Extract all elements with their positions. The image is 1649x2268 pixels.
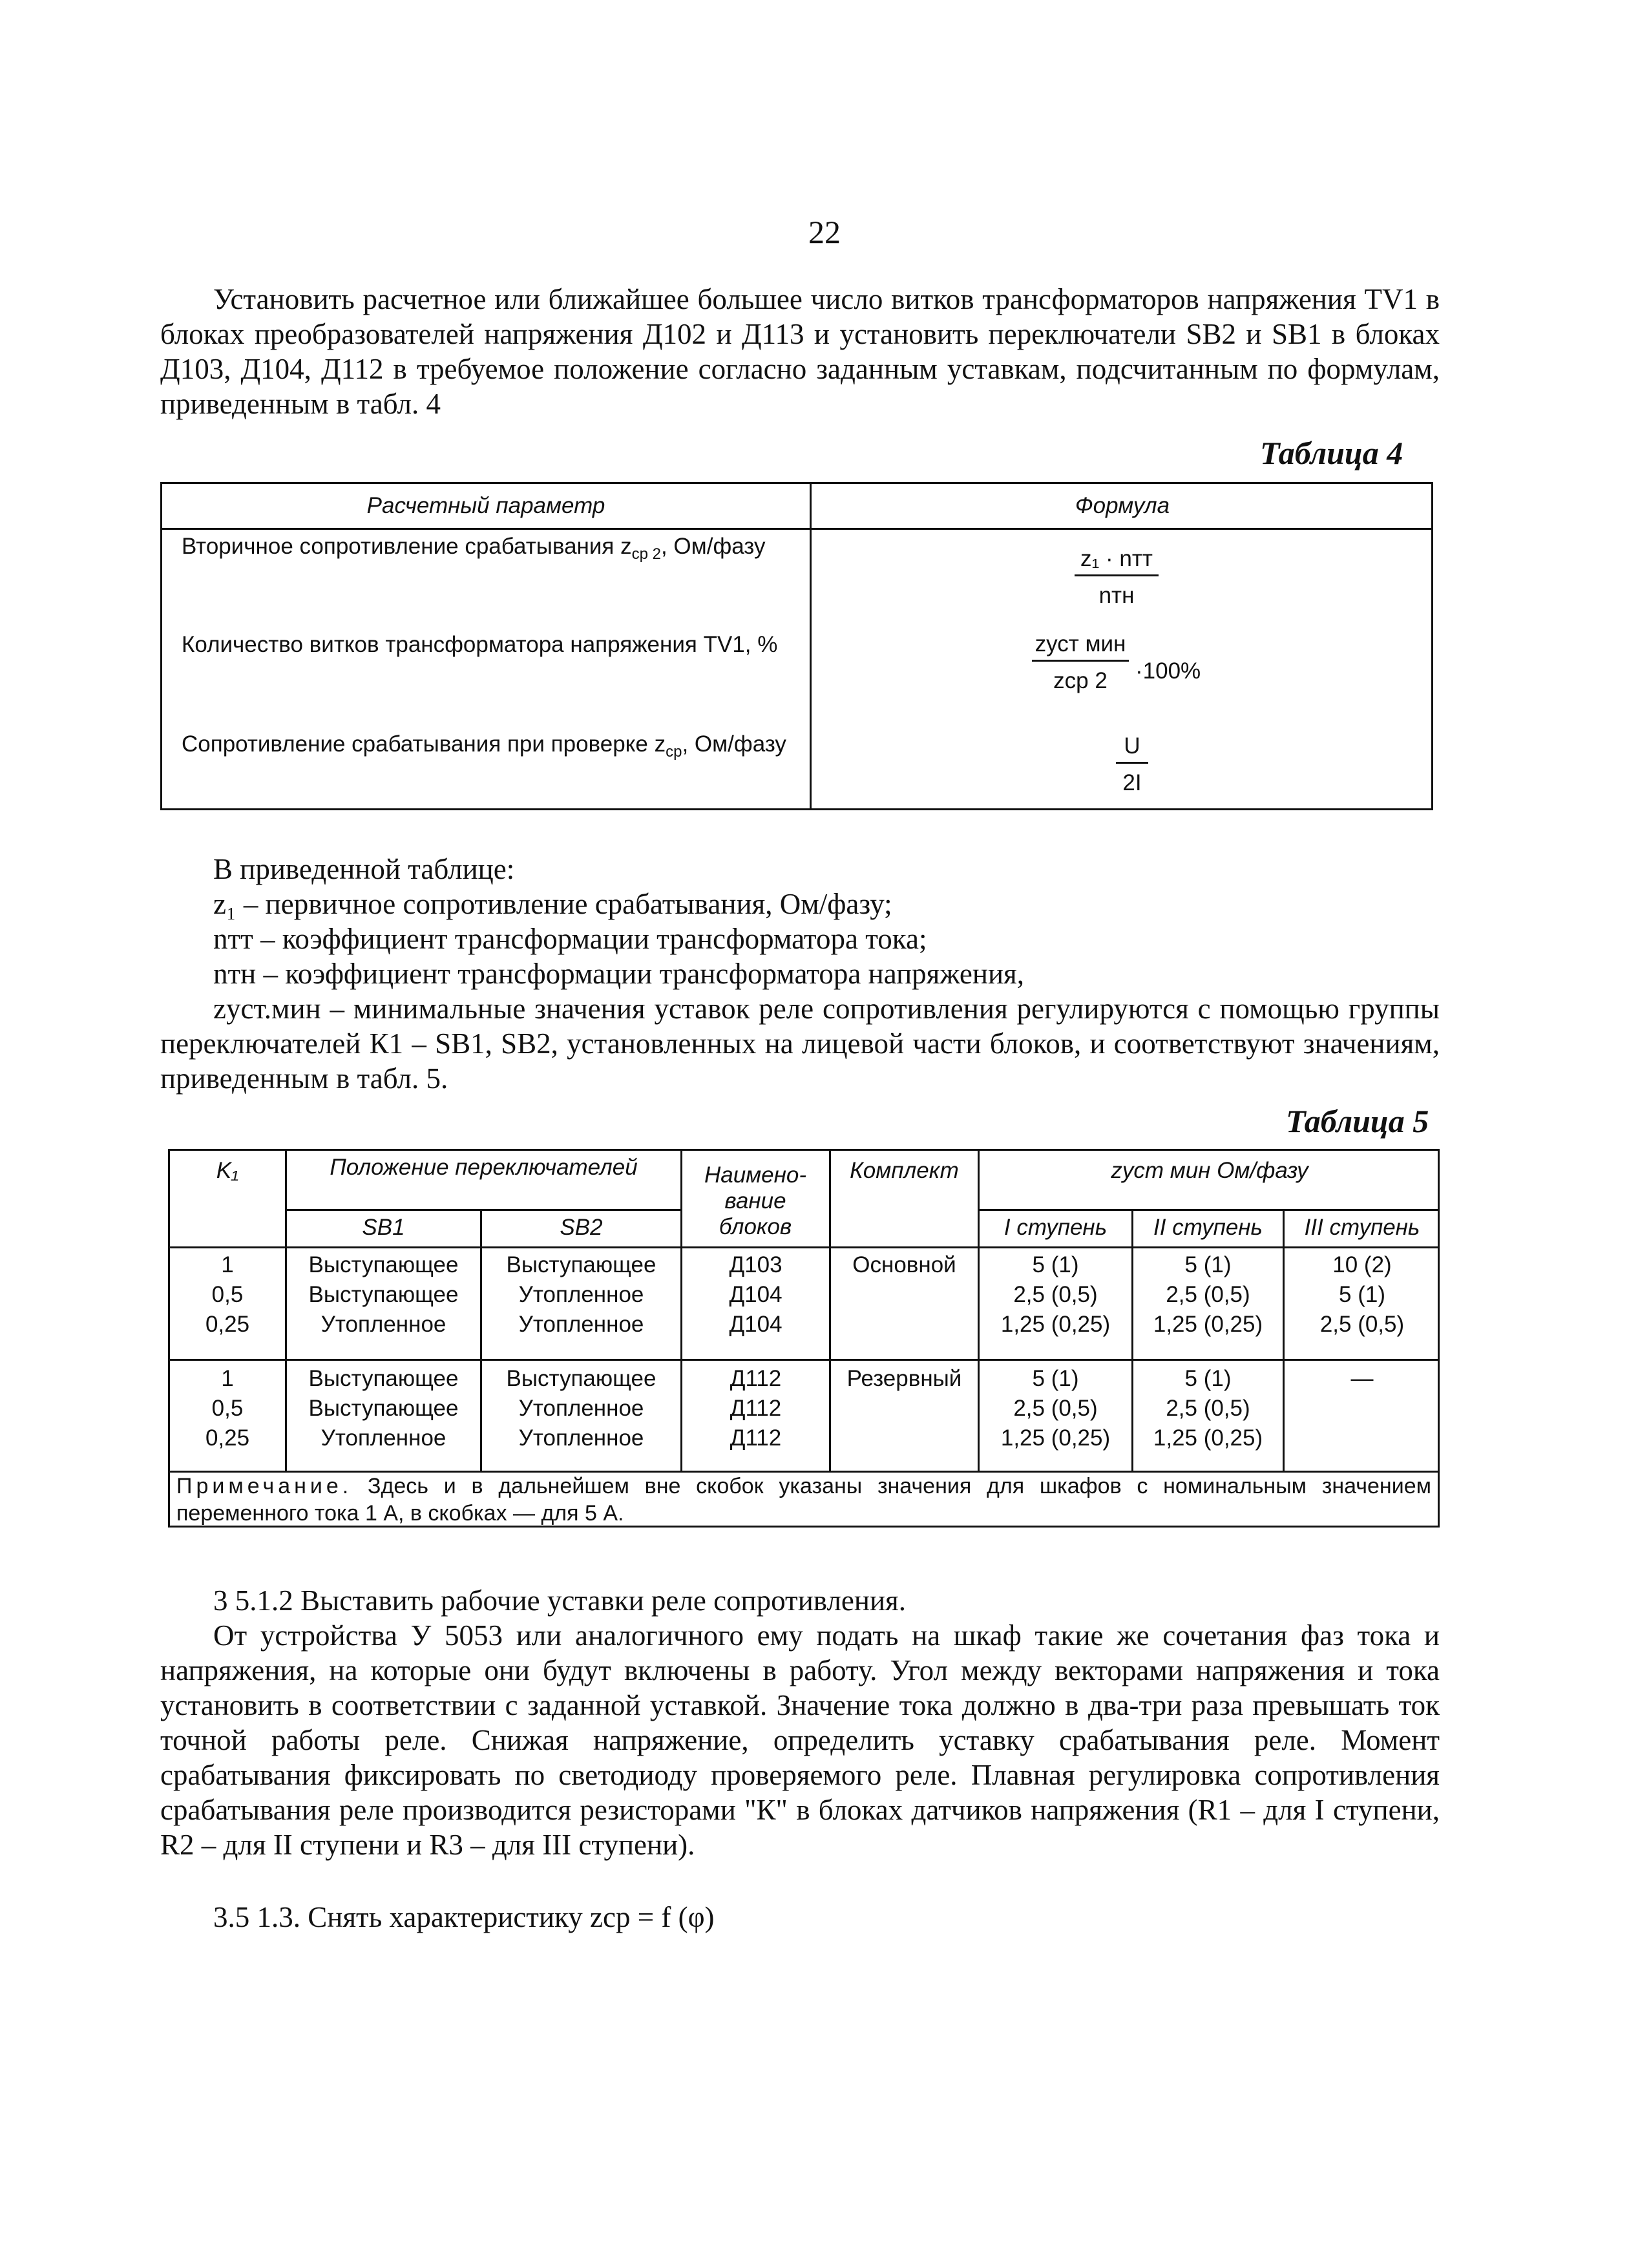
t5-cell: 0,5	[211, 1282, 244, 1307]
t5-cell: 0,5	[211, 1396, 244, 1421]
t5-cell: Выступающее	[308, 1282, 459, 1307]
t5-cell: Утопленное	[320, 1312, 446, 1337]
t5-cell: Выступающее	[506, 1366, 656, 1391]
t5-cell: 1,25 (0,25)	[1153, 1312, 1263, 1337]
t5-cell: 5 (1)	[1032, 1366, 1079, 1391]
table4-param-3: Сопротивление срабатывания при проверке $z_{ср}$, Ом/фазу	[182, 731, 786, 761]
t5-header-k1: K₁	[216, 1158, 239, 1183]
section-3-5-1-3: 3.5 1.3. Снять характеристику zср = f (φ)	[213, 1901, 715, 1933]
t5-cell: 5 (1)	[1339, 1282, 1385, 1307]
body-paragraph: От устройства У 5053 или аналогичного ему подать на шкаф такие же сочетания фаз тока и напряжения, на которые они будут включены в работу. Угол между векторами напряжения и тока установить в соответствии с заданной уставкой. Значение тока должно в два-три раза превышать ток точной работы реле. Снижая напряжение, определить уставку срабатывания реле. Момент срабатывания фиксировать по светодиоду проверяемого реле. Плавная регулировка сопротивления срабатывания реле производится резисторами "К" в блоках датчиков напряжения (R1 – для I ступени, R2 – для II ступени и R3 – для III ступени).	[160, 1619, 1440, 1861]
table5-note: Примечание. Здесь и в дальнейшем вне скобок указаны значения для шкафов с номинальным значением переменного тока 1 А, в скобках — для 5 А.	[176, 1474, 1431, 1526]
t5-cell: Утопленное	[518, 1312, 644, 1337]
formula-2: zуст мин zср 2	[1032, 631, 1129, 694]
t5-cell: 5 (1)	[1032, 1252, 1079, 1277]
t5-cell: 5 (1)	[1184, 1366, 1232, 1391]
t5-cell: 1,25 (0,25)	[1000, 1312, 1111, 1337]
t5-cell: Утопленное	[320, 1425, 446, 1451]
t5-header-block: Наимено-вание блоков	[704, 1162, 807, 1239]
formula-1: z₁ · nтт nтн	[1075, 546, 1159, 609]
t5-cell: Утопленное	[518, 1396, 644, 1421]
section-3-5-1-2: 3 5.1.2 Выставить рабочие уставки реле сопротивления.	[213, 1584, 906, 1617]
t5-cell: 10 (2)	[1332, 1252, 1392, 1277]
t5-cell: 0,25	[205, 1312, 250, 1337]
t5-cell: 2,5 (0,5)	[1013, 1396, 1098, 1421]
t5-cell: Д104	[729, 1312, 782, 1337]
t5-cell: Выступающее	[308, 1366, 459, 1391]
table4-header-param: Расчетный параметр	[366, 493, 605, 518]
t5-cell: 5 (1)	[1184, 1252, 1232, 1277]
table4	[160, 482, 1433, 810]
t5-header-set: Комплект	[850, 1158, 959, 1183]
t5-cell: 1,25 (0,25)	[1153, 1425, 1263, 1451]
table5-caption: Таблица 5	[1286, 1103, 1429, 1139]
t5-set-reserve: Резервный	[846, 1366, 962, 1391]
page-number: 22	[808, 214, 841, 250]
legend-item-1: z₁ – первичное сопротивление срабатывания, Ом/фазу;	[213, 888, 892, 920]
table5	[168, 1149, 1440, 1528]
t5-cell: Утопленное	[518, 1282, 644, 1307]
t5-cell: Д112	[730, 1366, 782, 1391]
t5-cell: Выступающее	[308, 1396, 459, 1421]
t5-cell: Д112	[730, 1396, 782, 1421]
t5-set-main: Основной	[852, 1252, 956, 1277]
legend-last-paragraph: zуст.мин – минимальные значения уставок реле сопротивления регулируются с помощью группы переключателей К1 – SB1, SB2, установленных на лицевой части блоков, и соответствуют значениям, приведенным в табл. 5.	[160, 992, 1440, 1095]
table4-divider	[810, 484, 812, 808]
t5-header-sb1: SB1	[362, 1215, 405, 1240]
t5-header-stage2: II ступень	[1153, 1215, 1263, 1240]
table4-param-2: Количество витков трансформатора напряжения TV1, %	[182, 632, 778, 657]
t5-header-stage3: III ступень	[1304, 1215, 1420, 1240]
legend-item-3: nтн – коэффициент трансформации трансформатора напряжения,	[213, 958, 1024, 990]
t5-header-sb2: SB2	[560, 1215, 603, 1240]
t5-cell: 2,5 (0,5)	[1166, 1282, 1250, 1307]
t5-cell: Д112	[730, 1425, 782, 1451]
t5-cell: Выступающее	[308, 1252, 459, 1277]
t5-cell: Выступающее	[506, 1252, 656, 1277]
formula-2-suffix: ·100%	[1135, 658, 1201, 684]
t5-cell: —	[1350, 1366, 1374, 1391]
t5-cell: Д103	[729, 1252, 782, 1277]
t5-cell: 0,25	[205, 1425, 250, 1451]
t5-cell: 1	[221, 1366, 234, 1391]
t5-cell: 1,25 (0,25)	[1000, 1425, 1111, 1451]
table4-header-formula: Формула	[1075, 493, 1170, 518]
t5-cell: 2,5 (0,5)	[1166, 1396, 1250, 1421]
t5-header-stage1: I ступень	[1003, 1215, 1108, 1240]
intro-paragraph: Установить расчетное или ближайшее большее число витков трансформаторов напряжения TV1 в блоках преобразователей напряжения Д102 и Д113 и установить переключатели SB2 и SB1 в блоках Д103, Д104, Д112 в требуемое положение согласно заданным уставкам, подсчитанным по формулам, приведенным в табл. 4	[160, 283, 1440, 420]
legend-item-2: nтт – коэффициент трансформации трансформатора тока;	[213, 923, 927, 955]
legend-title: В приведенной таблице:	[213, 853, 515, 885]
t5-header-z: zуст мин Ом/фазу	[1111, 1158, 1308, 1183]
t5-cell: 1	[221, 1252, 234, 1277]
t5-header-position: Положение переключателей	[330, 1155, 638, 1180]
t5-cell: Утопленное	[518, 1425, 644, 1451]
t5-cell: 2,5 (0,5)	[1013, 1282, 1098, 1307]
t5-cell: 2,5 (0,5)	[1319, 1312, 1405, 1337]
table4-param-1: Вторичное сопротивление срабатывания $z_{ср 2}$, Ом/фазу	[182, 534, 766, 563]
formula-3: U 2I	[1116, 733, 1148, 796]
table4-caption: Таблица 4	[1260, 435, 1403, 471]
t5-cell: Д104	[729, 1282, 782, 1307]
